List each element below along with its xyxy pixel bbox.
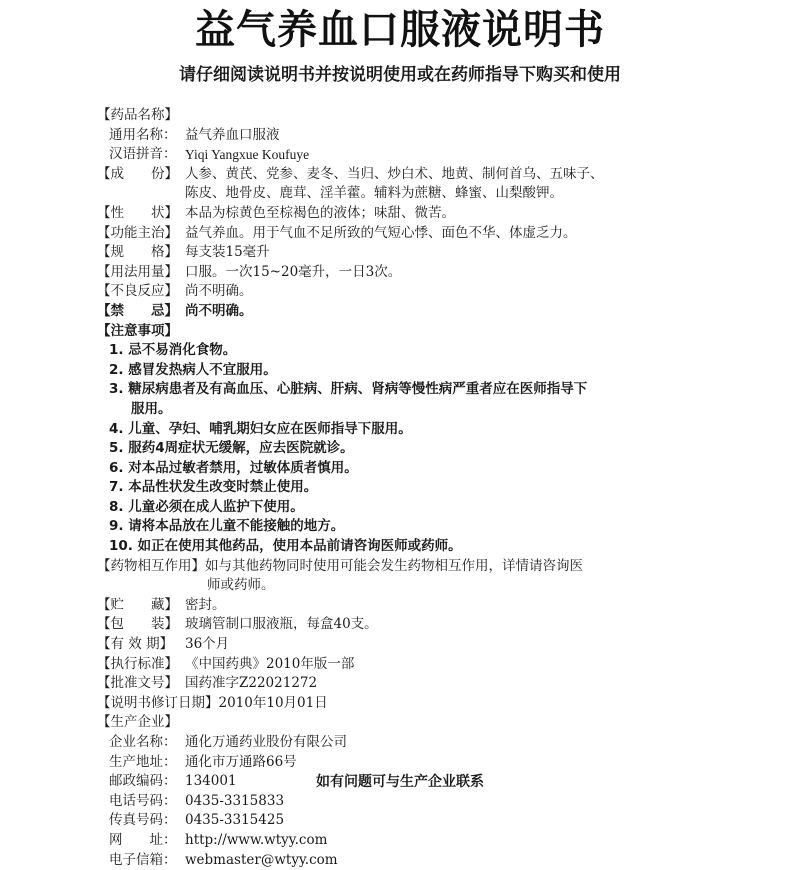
indications-value: 益气养血。用于气血不足所致的气短心悸、面色不华、体虚乏力。 [185,224,577,241]
precaution-item: 7. 本品性状发生改变时禁止使用。 [109,479,318,496]
precaution-item-continuation: 服用。 [131,400,172,417]
interactions-row [97,557,757,577]
website-label: 网 址： [109,831,177,848]
specification-value: 每支装15毫升 [185,244,270,261]
ingredients-cont-row [97,184,757,204]
pinyin-row [97,145,757,165]
manufacturer-block [97,733,757,870]
specification-row [97,243,757,263]
phone-label: 电话号码： [109,792,177,809]
specification-label: 【规 格】 [97,244,178,261]
fax-label: 传真号码： [109,812,177,829]
storage-value: 密封。 [185,596,226,613]
precaution-item: 9. 请将本品放在儿童不能接触的地方。 [109,518,345,535]
email-value: webmaster@wtyy.com [185,851,338,868]
generic-name-label: 通用名称： [109,126,177,143]
interactions-value-line2: 师或药师。 [207,577,275,594]
website-row [97,831,757,851]
address-label: 生产地址： [109,753,177,770]
adverse-row [97,282,757,302]
validity-row [97,635,757,655]
precaution-item: 6. 对本品过敏者禁用，过敏体质者慎用。 [109,459,358,476]
indications-row [97,224,757,244]
contraindications-value: 尚不明确。 [185,302,253,319]
standard-row [97,655,757,675]
drug-name-heading-label: 【药品名称】 [97,107,178,123]
package-label: 【包 装】 [97,616,178,633]
address-value: 通化市万通路66号 [185,753,297,770]
manufacturer-heading-row [97,713,757,733]
generic-name-value: 益气养血口服液 [185,126,280,143]
adverse-value: 尚不明确。 [185,283,253,300]
company-name-value: 通化万通药业股份有限公司 [185,734,347,750]
package-row [97,615,757,635]
precaution-item: 10. 如正在使用其他药品，使用本品前请咨询医师或药师。 [109,538,462,555]
address-row [97,753,757,773]
interactions-value-line1: 如与其他药物同时使用可能会发生药物相互作用，详情请咨询医 [205,557,583,574]
email-row [97,851,757,870]
footer-note: 如有问题可与生产企业联系 [316,774,484,790]
properties-value: 本品为棕黄色至棕褐色的液体；味甜、微苦。 [185,204,455,221]
leaflet-body [97,106,757,870]
revision-label: 【说明书修订日期】 [97,694,219,711]
website-value: http://www.wtyy.com [185,831,328,848]
precaution-item: 2. 感冒发热病人不宜服用。 [109,361,277,378]
precautions-heading-row [97,322,757,342]
email-label: 电子信箱： [109,851,177,868]
indications-label: 【功能主治】 [97,224,178,241]
precaution-item: 5. 服药4周症状无缓解，应去医院就诊。 [109,440,354,457]
approval-row [97,674,757,694]
validity-value: 36个月 [185,636,230,653]
drug-name-heading [97,106,757,126]
pinyin-value: Yiqi Yangxue Koufuye [185,147,310,163]
approval-label: 【批准文号】 [97,675,178,692]
company-name-label: 企业名称： [109,734,177,750]
ingredients-row [97,165,757,185]
ingredients-value-line1: 人参、黄芪、党参、麦冬、当归、炒白术、地黄、制何首乌、五味子、 [185,165,604,182]
company-name-row [97,733,757,753]
dosage-row [97,263,757,283]
adverse-label: 【不良反应】 [97,283,178,300]
validity-label: 【有 效 期】 [97,636,174,653]
precaution-item: 3. 糖尿病患者及有高血压、心脏病、肝病、肾病等慢性病严重者应在医师指导下 [109,381,588,398]
dosage-value: 口服。一次15~20毫升，一日3次。 [185,263,402,280]
precaution-item: 1. 忌不易消化食物。 [109,342,237,359]
storage-label: 【贮 藏】 [97,596,178,613]
fax-value: 0435-3315425 [185,812,285,829]
phone-row [97,792,757,812]
generic-name-row [97,126,757,146]
revision-value: 2010年10月01日 [218,694,328,711]
contraindications-label: 【禁 忌】 [97,302,178,319]
properties-row [97,204,757,224]
phone-value: 0435-3315833 [185,792,285,809]
ingredients-label: 【成 份】 [97,165,178,182]
precaution-item: 8. 儿童必须在成人监护下使用。 [109,498,304,515]
interactions-cont-row [97,576,757,596]
dosage-label: 【用法用量】 [97,263,178,280]
package-value: 玻璃管制口服液瓶，每盒40支。 [185,616,378,633]
precaution-item: 4. 儿童、孕妇、哺乳期妇女应在医师指导下服用。 [109,420,412,437]
pinyin-label: 汉语拼音： [109,146,177,163]
ingredients-value-line2: 陈皮、地骨皮、鹿茸、淫羊藿。辅料为蔗糖、蜂蜜、山梨酸钾。 [185,185,563,202]
fax-row [97,811,757,831]
postcode-value: 134001 [185,773,237,790]
interactions-label: 【药物相互作用】 [97,557,205,574]
approval-value: 国药准字Z22021272 [185,675,318,692]
document-title: 益气养血口服液说明书 [195,7,605,53]
contraindications-row [97,302,757,322]
storage-row [97,596,757,616]
revision-row [97,694,757,714]
properties-label: 【性 状】 [97,204,178,221]
standard-value: 《中国药典》2010年版一部 [185,655,355,672]
document-subtitle: 请仔细阅读说明书并按说明使用或在药师指导下购买和使用 [179,65,621,85]
precautions-label: 【注意事项】 [97,322,178,339]
manufacturer-heading: 【生产企业】 [97,714,178,731]
postcode-label: 邮政编码： [109,773,177,790]
standard-label: 【执行标准】 [97,655,178,672]
